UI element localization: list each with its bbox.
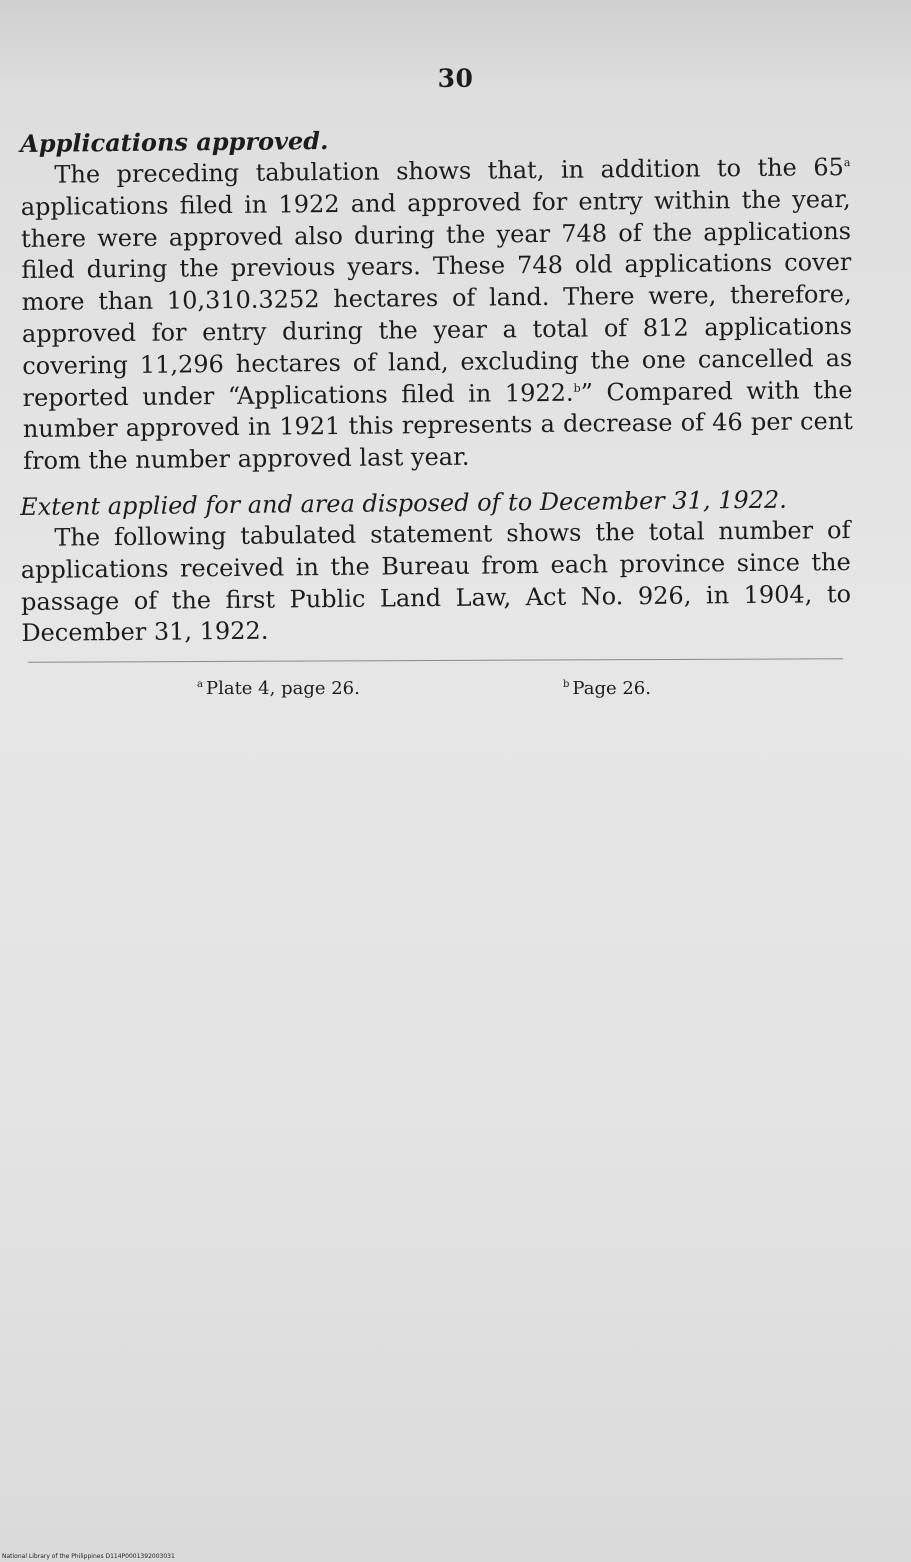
section-heading: Extent applied for and area disposed of to December 31, 1922.	[20, 485, 787, 521]
footnote-b	[563, 678, 651, 699]
footnote-a	[197, 678, 360, 699]
body-paragraph: The following tabulated statement shows the total number of applications received in the Bureau from each province since the passage of the first Public Land Law, Act No. 926, in 1904, to December 31, 1922.	[20, 516, 852, 648]
footnote-mark: a	[197, 679, 203, 690]
paragraph-text: ” Compared with the number approved in 1921 this represents a decrease of 46 per cent from the number approved last year.	[22, 375, 853, 476]
footnote-reference-a: a	[843, 156, 851, 170]
section-applications-approved	[20, 120, 853, 478]
footnote-reference-b: b	[573, 381, 581, 395]
paragraph-text: applications filed in 1922 and approved for entry within the year, there were approved also during the year 748 of the applications filed during the previous years. These 748 old applications cover more than 10,310.3252 hectares of land. There were, therefore, approved for entry during the year a total of 812 applications covering 11,296 hectares of land, excluding the one cancelled as reported under “Applications filed in 1922.	[20, 184, 853, 412]
footnote-divider	[28, 658, 843, 663]
footnote-text: Plate 4, page 26.	[205, 678, 360, 699]
scan-credit: National Library of the Philippines D114P0001392003031	[2, 1553, 175, 1560]
section-heading: Applications approved.	[20, 126, 329, 158]
page-number: 30	[437, 64, 474, 93]
footnote-text: Page 26.	[572, 678, 651, 699]
section-extent-applied-for	[20, 483, 851, 650]
body-paragraph	[20, 152, 853, 478]
footnote-mark: b	[563, 679, 570, 690]
paragraph-text: The preceding tabulation shows that, in addition to the 65	[54, 153, 844, 189]
